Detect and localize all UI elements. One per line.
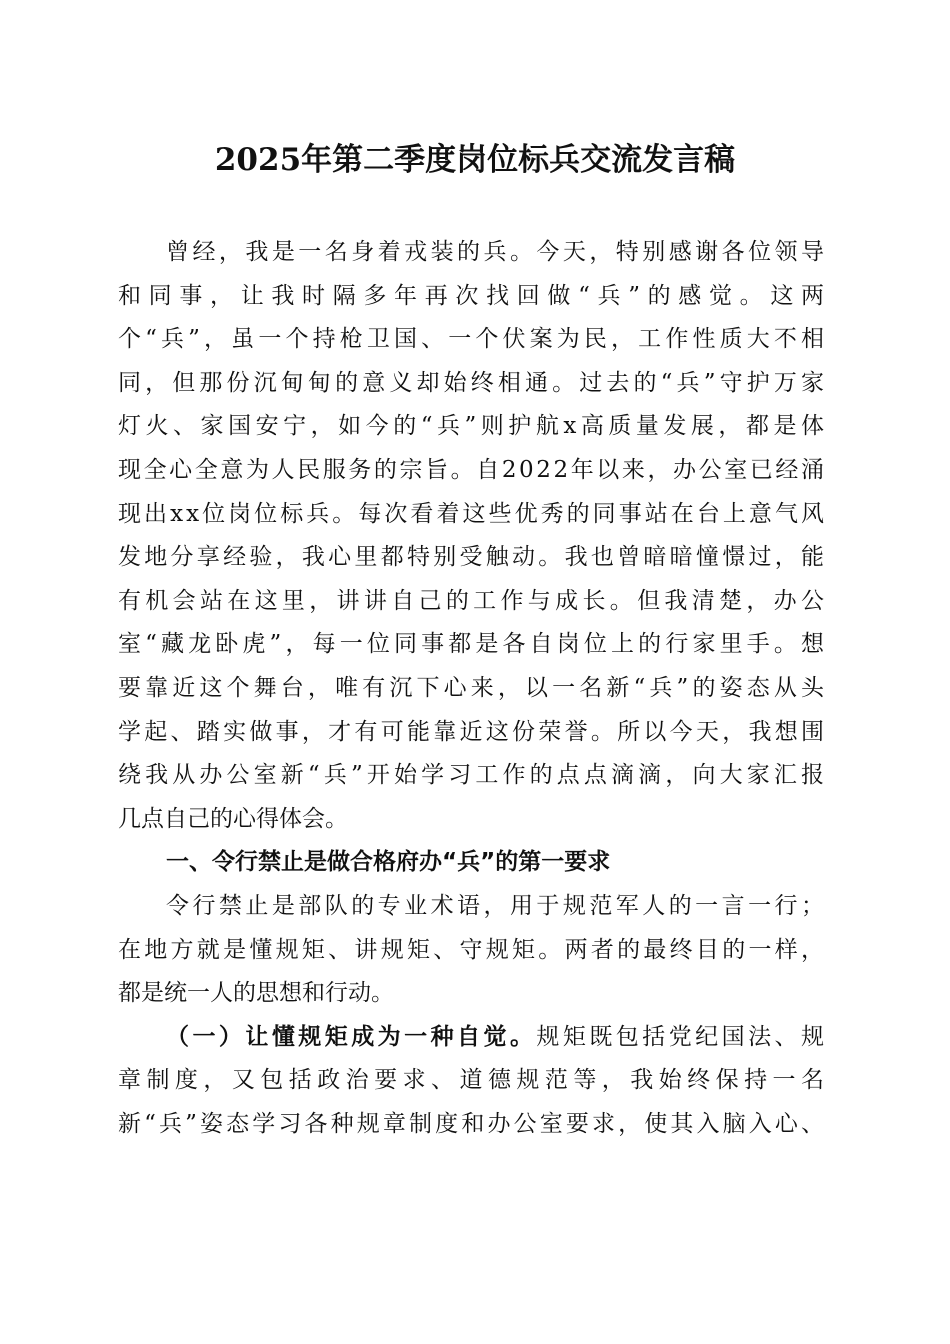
paragraph-line: 绕我从办公室新“兵”开始学习工作的点点滴滴，向大家汇报 bbox=[118, 762, 829, 789]
paragraph-line: 令行禁止是部队的专业术语，用于规范军人的一言一行； bbox=[166, 893, 828, 919]
paragraph-line: 灯火、家国安宁，如今的“兵”则护航x高质量发展，都是体 bbox=[118, 413, 829, 440]
paragraph-line: 章制度，又包括政治要求、道德规范等，我始终保持一名 bbox=[118, 1067, 830, 1094]
paragraph-line: 有机会站在这里，讲讲自己的工作与成长。但我清楚，办公 bbox=[118, 587, 829, 614]
paragraph-line: 同，但那份沉甸甸的意义却始终相通。过去的“兵”守护万家 bbox=[118, 369, 829, 396]
paragraph-line: 和同事，让我时隔多年再次找回做“兵”的感觉。这两 bbox=[118, 282, 832, 309]
paragraph-line: 发地分享经验，我心里都特别受触动。我也曾暗暗憧憬过，能 bbox=[118, 544, 828, 571]
paragraph-line: 新“兵”姿态学习各种规章制度和办公室要求，使其入脑入心、 bbox=[118, 1111, 828, 1137]
paragraph-line: 现出xx位岗位标兵。每次看着这些优秀的同事站在台上意气风 bbox=[118, 500, 828, 527]
paragraph-line: 在地方就是懂规矩、讲规矩、守规矩。两者的最终目的一样， bbox=[118, 936, 828, 963]
document-title: 2025年第二季度岗位标兵交流发言稿 bbox=[214, 142, 736, 178]
section-heading: 一、令行禁止是做合格府办“兵”的第一要求 bbox=[166, 849, 611, 876]
paragraph-line: 学起、踏实做事，才有可能靠近这份荣誉。所以今天，我想围 bbox=[118, 718, 828, 745]
paragraph-line: 几点自己的心得体会。 bbox=[118, 805, 348, 832]
paragraph-line: 室“藏龙卧虎”，每一位同事都是各自岗位上的行家里手。想 bbox=[118, 631, 829, 658]
subsection-first-line bbox=[166, 1017, 827, 1057]
paragraph-line: 要靠近这个舞台，唯有沉下心来，以一名新“兵”的姿态从头 bbox=[118, 675, 829, 701]
paragraph-line: 都是统一人的思想和行动。 bbox=[118, 980, 394, 1007]
paragraph-line: 现全心全意为人民服务的宗旨。自2022年以来，办公室已经涌 bbox=[118, 457, 827, 483]
paragraph-line: 曾经，我是一名身着戎装的兵。今天，特别感谢各位领导 bbox=[166, 239, 828, 265]
subsection-lead: （一）让懂规矩成为一种自觉。 bbox=[166, 1023, 537, 1050]
subsection-text: 规矩既包括党纪国法、规 bbox=[536, 1023, 828, 1050]
paragraph-line: 个“兵”，虽一个持枪卫国、一个伏案为民，工作性质大不相 bbox=[118, 326, 829, 353]
